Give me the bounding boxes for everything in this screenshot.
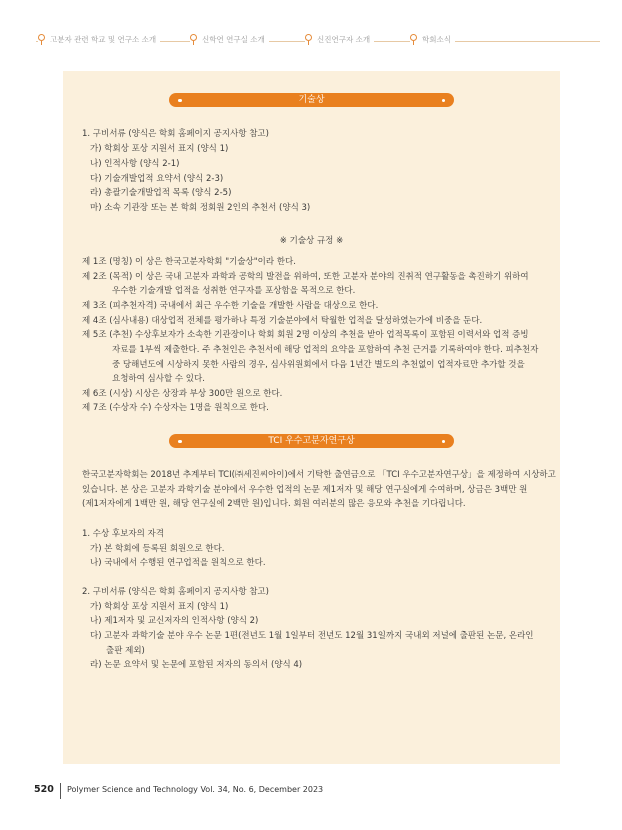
section-title: TCI 우수고분자연구상 [268,436,355,446]
list-item: 나) 인적사항 (양식 2-1) [90,159,180,169]
rule-line: 제 6조 (시상) 시상은 상장과 부상 300만 원으로 한다. [82,389,283,399]
bullet-icon [178,440,182,444]
nav-item-news[interactable]: 학회소식 [410,34,455,45]
list-heading: 2. 구비서류 (양식은 학회 홈페이지 공지사항 참고) [82,587,269,597]
rule-line: 제 7조 (수상자 수) 수상자는 1명을 원칙으로 한다. [82,403,269,413]
location-pin-icon [190,34,197,41]
section-title-bar [169,93,454,107]
list-item: 출판 제외) [106,646,145,656]
rule-line: 요청하여 심사할 수 있다. [112,374,205,384]
journal-info: Polymer Science and Technology Vol. 34, No. 6, December 2023 [67,785,324,794]
intro-line: 한국고분자학회는 2018년 추계부터 TCI(㈜세진씨아이)에서 기탁한 출연금으로 「TCI 우수고분자연구상」을 제정하여 시상하고 [82,470,556,480]
location-pin-icon [305,34,312,41]
rule-line: 제 2조 (목적) 이 상은 국내 고분자 과학과 공학의 발전을 위하여, 또한 고분자 분야의 진취적 연구활동을 촉진하기 위하여 [82,272,529,282]
location-pin-icon [410,34,417,41]
bullet-icon [178,99,182,103]
nav-item-researchers[interactable]: 신진연구자 소개 [305,34,374,45]
section-title-bar [169,434,454,448]
rule-line: 우수한 기술개발 업적을 성취한 연구자를 포상함을 목적으로 한다. [112,286,356,296]
rule-line: 제 1조 (명칭) 이 상은 한국고분자학회 "기술상"이라 한다. [82,257,296,267]
list-item: 다) 고분자 과학기술 분야 우수 논문 1편(전년도 1월 1일부터 전년도 12월 31일까지 국내외 저널에 출판된 논문, 온라인 [90,631,534,641]
footer-divider [60,783,61,799]
rules-title: ※ 기술상 규정 ※ [279,236,344,246]
intro-line: 있습니다. 본 상은 고분자 과학기술 분야에서 우수한 업적의 논문 제1저자 및 해당 연구실에게 수여하며, 상금은 3백만 원 [82,485,528,495]
nav-item-schools[interactable]: 고분자 관련 학교 및 연구소 소개 [38,34,160,45]
rule-line: 자료를 1부씩 제출한다. 주 추천인은 추천서에 해당 업적의 요약을 포함하여 추천 근거를 기록하여야 한다. 피추천자 [112,345,539,355]
rule-line: 제 4조 (심사내용) 대상업적 전체를 평가하나 특정 기술분야에서 탁월한 업적을 달성하였는가에 비중을 둔다. [82,316,483,326]
list-item: 가) 본 학회에 등록된 회원으로 한다. [90,544,225,554]
section-title: 기술상 [298,95,325,105]
list-item: 다) 기술개발업적 요약서 (양식 2-3) [90,174,224,184]
page-footer [0,784,622,798]
bullet-icon [442,440,446,444]
list-item: 가) 학회상 포상 지원서 표지 (양식 1) [90,602,229,612]
list-item: 가) 학회상 포상 지원서 표지 (양식 1) [90,144,229,154]
list-item: 마) 소속 기관장 또는 본 학회 정회원 2인의 추천서 (양식 3) [90,203,311,213]
intro-line: (제1저자에게 1백만 원, 해당 연구실에 2백만 원)입니다. 회원 여러분의 많은 응모와 추천을 기다립니다. [82,499,466,509]
nav-item-labs[interactable]: 신학연 연구실 소개 [190,34,269,45]
bullet-icon [442,99,446,103]
list-item: 나) 제1저자 및 교신저자의 인적사항 (양식 2) [90,616,259,626]
list-item: 라) 논문 요약서 및 논문에 포함된 저자의 동의서 (양식 4) [90,660,303,670]
top-navigation [0,32,622,52]
list-item: 라) 총괄기술개발업적 목록 (양식 2-5) [90,188,232,198]
location-pin-icon [38,34,45,41]
page-number: 520 [34,784,54,795]
rule-line: 중 당해년도에 시상하지 못한 사람의 경우, 심사위원회에서 다음 1년간 별도의 추천없이 업적자료만 추가할 것을 [112,360,525,370]
list-item: 나) 국내에서 수행된 연구업적을 원칙으로 한다. [90,558,266,568]
content-panel [63,71,560,764]
list-heading: 1. 구비서류 (양식은 학회 홈페이지 공지사항 참고) [82,129,269,139]
rule-line: 제 3조 (피추천자격) 국내에서 최근 우수한 기술을 개발한 사람을 대상으로 한다. [82,301,379,311]
rule-line: 제 5조 (추천) 수상후보자가 소속한 기관장이나 학회 회원 2명 이상의 추천을 받아 업적목록이 포함된 이력서와 업적 증빙 [82,330,529,340]
list-heading: 1. 수상 후보자의 자격 [82,529,164,539]
